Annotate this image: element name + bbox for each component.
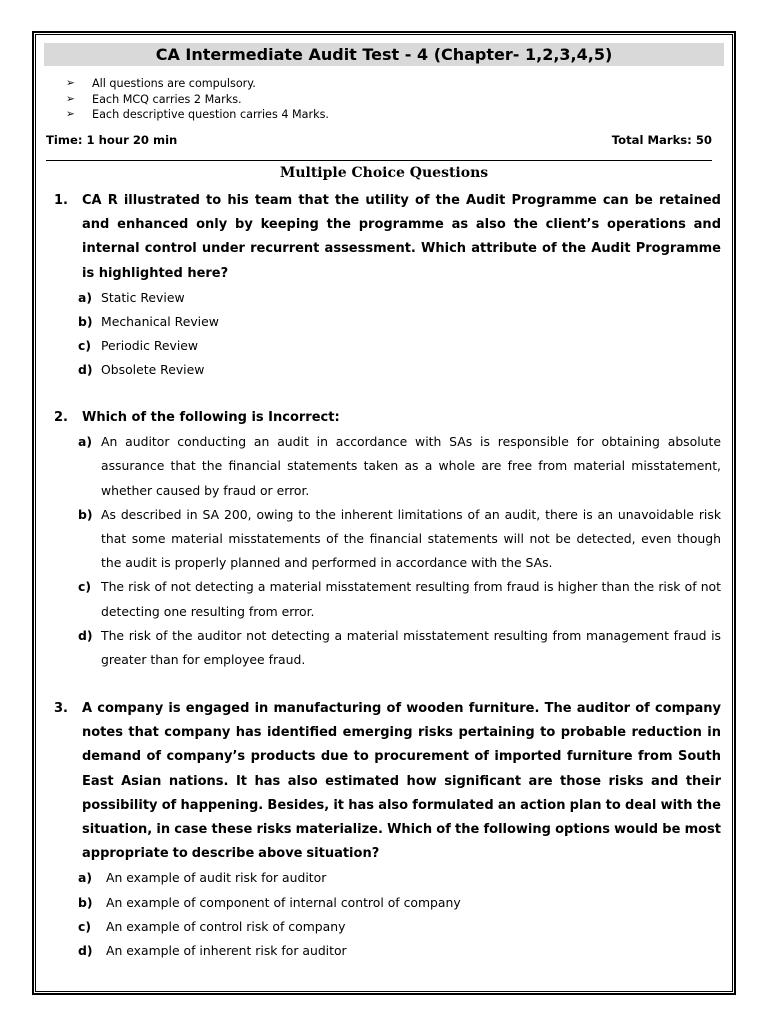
option-text: Periodic Review: [101, 338, 199, 354]
option-c: [54, 575, 721, 623]
option-text: Static Review: [101, 289, 185, 305]
option-text: The risk of the auditor not detecting a material misstatement resulting from management fraud is greater than for employee fraud.: [101, 627, 721, 668]
question-2: [54, 406, 721, 672]
question-number: 3.: [54, 701, 68, 716]
option-b: [54, 891, 721, 915]
option-label: a): [78, 289, 93, 305]
option-label: c): [78, 579, 92, 595]
option-c: [54, 915, 721, 939]
option-c: [54, 334, 721, 358]
instruction-item: ➢ Each MCQ carries 2 Marks.: [66, 92, 242, 106]
option-b: [54, 503, 721, 576]
option-label: b): [78, 314, 93, 330]
option-list: [54, 866, 721, 963]
option-text: Obsolete Review: [101, 362, 205, 378]
instructions-list: [66, 76, 329, 123]
question-number: 2.: [54, 410, 68, 425]
option-d: [54, 939, 721, 963]
instruction-item: ➢ All questions are compulsory.: [66, 77, 256, 90]
test-title: CA Intermediate Audit Test - 4 (Chapter- 1,2,3,4,5): [44, 43, 724, 66]
instruction-item: ➢ Each descriptive question carries 4 Marks.: [66, 108, 329, 121]
option-d: [54, 358, 721, 382]
option-a: [54, 866, 721, 890]
option-label: a): [78, 870, 93, 886]
option-text: An example of audit risk for auditor: [106, 870, 327, 886]
option-label: b): [78, 506, 93, 522]
section-title: Multiple Choice Questions: [279, 165, 489, 181]
option-d: [54, 624, 721, 672]
total-marks: Total Marks: 50: [611, 133, 712, 147]
option-text: As described in SA 200, owing to the inherent limitations of an audit, there is an unavoidable risk that some material misstatements of the financial statements will not be detected, even though the audit is properly planned and performed in accordance with the SAs.: [101, 506, 721, 571]
option-text: Mechanical Review: [101, 314, 219, 330]
arrow-bullet-icon: ➢: [66, 92, 75, 105]
option-label: d): [78, 627, 93, 643]
arrow-bullet-icon: ➢: [66, 108, 75, 120]
option-list: [54, 430, 721, 672]
time-allowed: Time: 1 hour 20 min: [46, 133, 178, 147]
option-label: c): [78, 338, 92, 354]
question-text: Which of the following is Incorrect:: [82, 410, 340, 425]
option-list: [54, 286, 721, 383]
header-divider: [46, 160, 712, 161]
option-text: An auditor conducting an audit in accordance with SAs is responsible for obtaining absolute assurance that the financial statements taken as a whole are free from material misstatement, whether caused by fraud or error.: [101, 434, 721, 498]
option-b: [54, 310, 721, 334]
question-1: [54, 189, 721, 383]
option-text: An example of control risk of company: [106, 918, 346, 934]
option-label: a): [78, 434, 93, 450]
option-label: c): [78, 918, 92, 934]
option-label: d): [78, 943, 93, 959]
arrow-bullet-icon: ➢: [66, 77, 75, 89]
option-text: The risk of not detecting a material misstatement resulting from fraud is higher than the risk of not detecting one resulting from error.: [101, 579, 721, 619]
exam-meta: [46, 132, 712, 148]
question-3: [54, 697, 721, 963]
option-a: [54, 286, 721, 310]
question-text: A company is engaged in manufacturing of wooden furniture. The auditor of company notes that company has identified emerging risks pertaining to probable reduction in demand of company’s products due to procurement of imported furniture from South East Asian nations. It has also estimated how significant are those risks and their possibility of happening. Besides, it has also formulated an action plan to deal with the situation, in case these risks materialize. Which of the following options would be most appropriate to describe above situation?: [82, 701, 721, 862]
option-a: [54, 430, 721, 503]
option-label: d): [78, 362, 93, 378]
question-text: CA R illustrated to his team that the utility of the Audit Programme can be retained and enhanced only by keeping the programme as also the client’s operations and internal control under recurrent assessment. Which attribute of the Audit Programme is highlighted here?: [82, 193, 721, 281]
option-text: An example of inherent risk for auditor: [106, 943, 347, 959]
question-number: 1.: [54, 193, 68, 208]
option-text: An example of component of internal control of company: [106, 894, 461, 910]
option-label: b): [78, 894, 93, 910]
